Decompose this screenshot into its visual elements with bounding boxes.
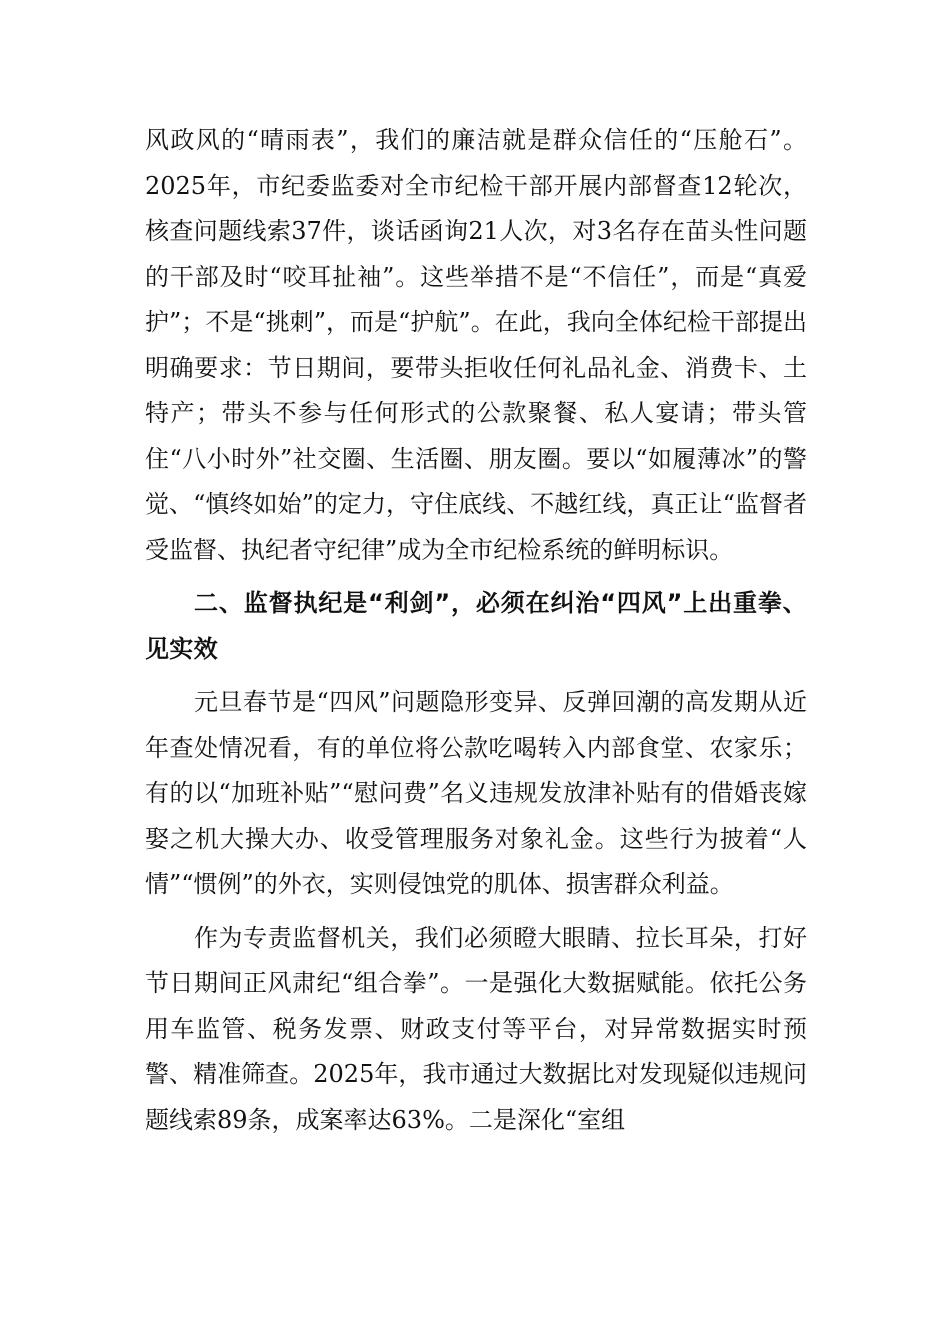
paragraph-gap — [145, 672, 807, 680]
paragraph-supervision-measures: 作为专责监督机关，我们必须瞪大眼睛、拉长耳朵，打好节日期间正风肃纪“组合拳”。一是强化大数据赋能。依托公务用车监管、税务发票、财政支付等平台，对异常数据实时预警、精准筛查。2025年，我市通过大数据比对发现疑似违规问题线索89条，成案率达63%。二是深化“室组 — [145, 923, 807, 1134]
paragraph-gap — [145, 908, 807, 916]
paragraph-integrity-requirements: 风政风的“晴雨表”，我们的廉洁就是群众信任的“压舱石”。2025年，市纪委监委对全市纪检干部开展内部督查12轮次，核查问题线索37件，谈话函询21人次，对3名存在苗头性问题的干部及时“咬耳扯袖”。这些举措不是“不信任”，而是“真爱护”；不是“挑刺”，而是“护航”。在此，我向全体纪检干部提出明确要求：节日期间，要带头拒收任何礼品礼金、消费卡、土特产；带头不参与任何形式的公款聚餐、私人宴请；带头管住“八小时外”社交圈、生活圈、朋友圈。要以“如履薄冰”的警觉、“慎终如始”的定力，守住底线、不越红线，真正让“监督者受监督、执纪者守纪律”成为全市纪检系统的鲜明标识。 — [145, 126, 807, 564]
section-heading-two: 二、监督执纪是“利剑”，必须在纠治“四风”上出重拳、见实效 — [145, 589, 807, 663]
document-page — [145, 118, 807, 1143]
paragraph-gap — [145, 573, 807, 581]
paragraph-four-winds-issues: 元旦春节是“四风”问题隐形变异、反弹回潮的高发期从近年查处情况看，有的单位将公款吃喝转入内部食堂、农家乐；有的以“加班补贴”“慰问费”名义违规发放津补贴有的借婚丧嫁娶之机大操大办、收受管理服务对象礼金。这些行为披着“人情”“惯例”的外衣，实则侵蚀党的肌体、损害群众利益。 — [145, 688, 807, 898]
